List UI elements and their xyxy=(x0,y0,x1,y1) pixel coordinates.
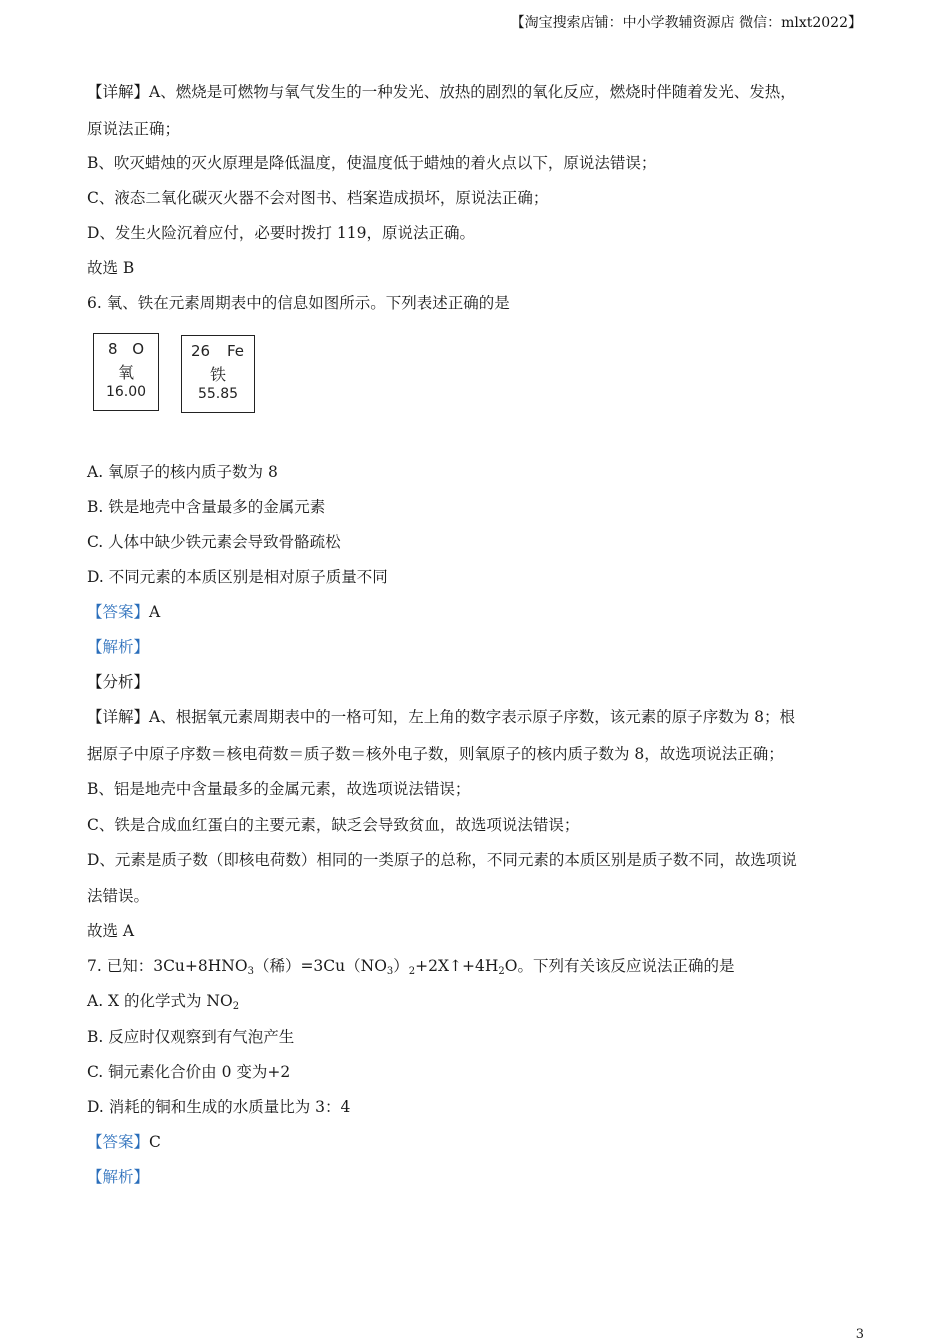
element-symbol: O xyxy=(132,340,144,358)
q5-detail-d: D、发生火险沉着应付，必要时拨打 119，原说法正确。 xyxy=(87,224,475,242)
q5-detail-c: C、液态二氧化碳灭火器不会对图书、档案造成损坏，原说法正确； xyxy=(87,189,549,207)
subscript: 2 xyxy=(408,966,416,977)
q7-answer xyxy=(87,1132,161,1152)
stem-part: +2X↑+4H xyxy=(415,957,499,975)
atomic-number: 26 xyxy=(191,342,211,360)
subscript: 3 xyxy=(247,966,254,977)
option-text: A. X 的化学式为 NO xyxy=(87,992,233,1010)
q7-analysis-label: 【解析】 xyxy=(87,1168,150,1186)
q6-detail-a-text: A、根据氧元素周期表中的一格可知，左上角的数字表示原子序数，该元素的原子序数为 8；根 xyxy=(149,708,796,726)
page-header: 【淘宝搜索店铺：中小学教辅资源店 微信：mlxt2022】 xyxy=(510,15,862,31)
atomic-mass: 16.00 xyxy=(105,384,147,400)
q6-stem: 6. 氧、铁在元素周期表中的信息如图所示。下列表述正确的是 xyxy=(87,294,510,312)
atomic-mass: 55.85 xyxy=(197,386,239,402)
q7-option-c: C. 铜元素化合价由 0 变为+2 xyxy=(87,1063,291,1081)
q5-detail-a-text: A、燃烧是可燃物与氧气发生的一种发光、放热的剧烈的氧化反应，燃烧时伴随着发光、发热， xyxy=(149,83,796,101)
stem-part: 7. 已知：3Cu+8HNO xyxy=(87,957,248,975)
detail-label: 【详解】 xyxy=(87,708,150,726)
q6-analysis-label: 【解析】 xyxy=(87,638,150,656)
q6-detail-d-line1: D、元素是质子数（即核电荷数）相同的一类原子的总称，不同元素的本质区别是质子数不同，故选项说 xyxy=(87,851,797,869)
element-cell-iron xyxy=(181,335,255,413)
q6-option-c: C. 人体中缺少铁元素会导致骨骼疏松 xyxy=(87,533,341,551)
element-cell-oxygen xyxy=(93,333,159,411)
answer-value: A xyxy=(149,603,161,621)
q7-option-b: B. 反应时仅观察到有气泡产生 xyxy=(87,1028,295,1046)
q6-analyze-label: 【分析】 xyxy=(87,673,150,691)
q5-detail-b: B、吹灭蜡烛的灭火原理是降低温度，使温度低于蜡烛的着火点以下，原说法错误； xyxy=(87,154,657,172)
q6-detail-c: C、铁是合成血红蛋白的主要元素，缺乏会导致贫血，故选项说法错误； xyxy=(87,816,580,834)
q5-detail-a-line2: 原说法正确； xyxy=(87,120,181,138)
element-name: 氧 xyxy=(117,363,134,382)
q7-option-a xyxy=(87,991,239,1011)
stem-part: O。下列有关该反应说法正确的是 xyxy=(504,957,735,975)
element-symbol: Fe xyxy=(226,342,244,360)
element-name: 铁 xyxy=(209,365,226,384)
q6-detail-b: B、铝是地壳中含量最多的金属元素，故选项说法错误； xyxy=(87,780,471,798)
answer-value: C xyxy=(149,1133,161,1151)
answer-label: 【答案】 xyxy=(87,1133,150,1151)
answer-label: 【答案】 xyxy=(87,603,150,621)
q7-option-d: D. 消耗的铜和生成的水质量比为 3：4 xyxy=(87,1098,351,1116)
q6-detail-a-line1 xyxy=(87,707,795,727)
page-number: 3 xyxy=(855,1327,864,1342)
q6-detail-d-line2: 法错误。 xyxy=(87,887,150,905)
q5-detail-a-line1 xyxy=(87,82,796,102)
q6-detail-a-line2: 据原子中原子序数＝核电荷数＝质子数＝核外电子数，则氧原子的核内质子数为 8，故选项说法正确； xyxy=(87,745,784,763)
subscript: 2 xyxy=(232,1001,240,1012)
subscript: 3 xyxy=(386,966,394,977)
stem-part: （稀）=3Cu（NO xyxy=(253,957,387,975)
subscript: 2 xyxy=(498,966,505,977)
q5-conclusion: 故选 B xyxy=(87,259,135,277)
q6-option-b: B. 铁是地壳中含量最多的金属元素 xyxy=(87,498,326,516)
q6-option-d: D. 不同元素的本质区别是相对原子质量不同 xyxy=(87,568,388,586)
stem-part: ） xyxy=(393,957,409,975)
q6-conclusion: 故选 A xyxy=(87,922,135,940)
atomic-number: 8 xyxy=(108,340,118,358)
detail-label: 【详解】 xyxy=(87,83,150,101)
q7-stem xyxy=(87,956,735,976)
q6-answer xyxy=(87,602,160,622)
q6-option-a: A. 氧原子的核内质子数为 8 xyxy=(87,463,278,481)
